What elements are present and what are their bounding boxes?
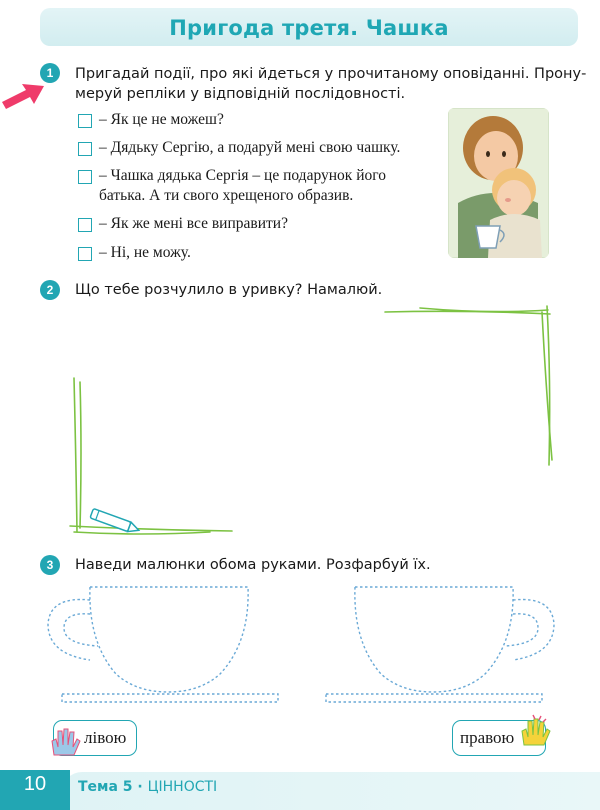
painted-hand-icon xyxy=(516,713,552,747)
page-number: 10 xyxy=(0,770,70,810)
painted-hand-icon xyxy=(46,727,82,757)
order-checkbox-2[interactable] xyxy=(78,142,92,156)
dialogue-option-3-continuation: батька. А ти свого хрещеного образив. xyxy=(99,187,354,204)
pencil-icon xyxy=(82,506,144,538)
task-number-3: 3 xyxy=(40,555,60,575)
left-hand-label: лівою xyxy=(84,728,127,747)
task1-instruction-line2: меруй репліки у відповідній послідовності. xyxy=(75,86,406,102)
dialogue-option-3: – Чашка дядька Сергія – це подарунок його xyxy=(99,167,386,184)
footer-separator: · xyxy=(132,779,148,795)
dialogue-option-1: – Як це не можеш? xyxy=(99,111,224,128)
order-checkbox-4[interactable] xyxy=(78,218,92,232)
story-illustration xyxy=(448,108,549,258)
footer-topic-label: Тема 5 xyxy=(78,779,133,795)
task1-instruction-line1: Пригадай події, про які йдеться у прочитаному оповіданні. Прону- xyxy=(75,66,587,82)
dialogue-option-2: – Дядьку Сергію, а подаруй мені свою чашку. xyxy=(99,139,401,156)
footer-topic xyxy=(78,779,217,795)
title-banner xyxy=(40,8,578,46)
dialogue-option-5: – Ні, не можу. xyxy=(99,244,191,261)
dialogue-option-4: – Як же мені все виправити? xyxy=(99,215,288,232)
order-checkbox-5[interactable] xyxy=(78,247,92,261)
footer-section: ЦІННОСТІ xyxy=(147,779,218,795)
task-number-2: 2 xyxy=(40,280,60,300)
dotted-cups-tracing[interactable] xyxy=(40,582,560,712)
page-title: Пригода третя. Чашка xyxy=(169,16,449,40)
pointer-arrow-icon xyxy=(0,80,46,110)
task3-instruction: Наведи малюнки обома руками. Розфарбуй їх. xyxy=(75,557,431,573)
task2-instruction: Що тебе розчулило в уривку? Намалюй. xyxy=(75,282,383,298)
order-checkbox-1[interactable] xyxy=(78,114,92,128)
order-checkbox-3[interactable] xyxy=(78,170,92,184)
task-number-1: 1 xyxy=(40,63,60,83)
drawing-area-frame[interactable] xyxy=(60,300,560,540)
right-hand-label: правою xyxy=(460,728,515,747)
